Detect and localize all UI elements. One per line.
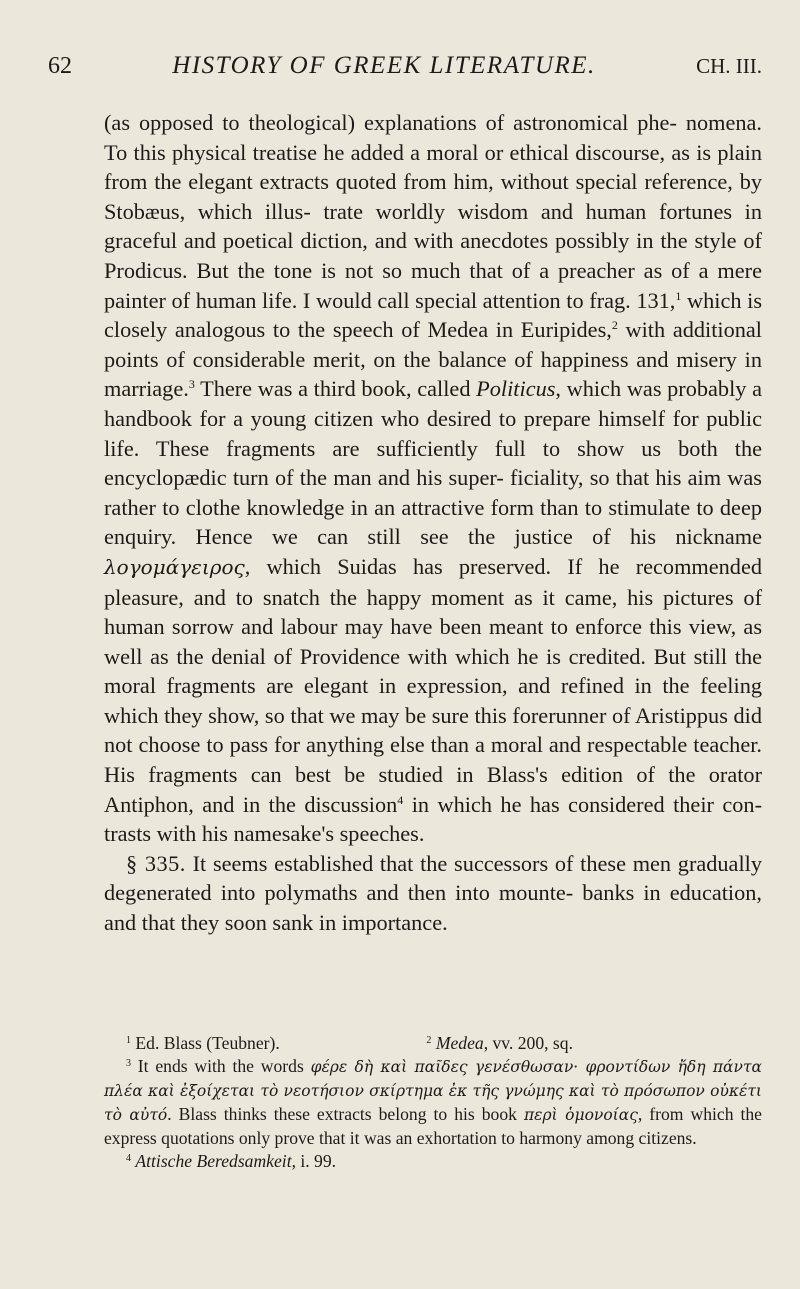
chapter-label: CH. III. bbox=[696, 54, 762, 78]
greek-term: λογομάγειρος bbox=[104, 554, 245, 579]
greek-title: περὶ ὁμονοίας bbox=[523, 1106, 638, 1124]
book-title: Politicus bbox=[476, 376, 556, 402]
footnote-ref: 1 bbox=[675, 288, 682, 303]
greek-quotation: φέρε δὴ καὶ παῖδες γενέσθωσαν· φροντίδων ἤδη πάντα πλέα καὶ ἐξοίχεται τὸ νεοτήσιον σκίρτημα ἐκ τῆς γνώμης καὶ τὸ πρόσωπον οὐκέτι τὸ αὐτό bbox=[104, 1058, 762, 1124]
footnote-row bbox=[104, 1032, 762, 1055]
footnote-2: $^2$ Medea, vv. 200, sq. bbox=[426, 1033, 573, 1053]
page-number: 62 bbox=[48, 53, 72, 79]
running-title: HISTORY OF GREEK LITERATURE. bbox=[172, 52, 596, 79]
section-number: § 335. bbox=[126, 850, 186, 876]
footnote-ref: 3 bbox=[188, 377, 195, 392]
paragraph: (as opposed to theological) explanations of astronomical phe- nomena. To this physical treatise he added a moral or ethical discourse, as is plain from the elegant extracts quoted from him, without special reference, by Stobæus, which illus- trate worldly wisdom and human fortunes in graceful and poetical diction, and with anecdotes possibly in the style of Prodicus. But the tone is not so much that of a preacher as of a mere painter of human life. I would call special attention to frag. 131,$^1$ which is closely analogous to the speech of Medea in Euripides,$^2$ with additional points of considerable merit, on the balance of happiness and misery in marriage.$^3$ There was a third book, called Politicus, which was probably a handbook for a young citizen who desired to prepare himself for public life. These fragments are sufficiently full to show us both the encyclopædic turn of the man and his super- ficiality, so that his aim was rather to clothe knowledge in an attractive form than to stimulate to deep enquiry. Hence we can still see the justice of his nickname λογομάγειρος, which Suidas has preserved. If he recommended pleasure, and to snatch the happy moment as it came, his pictures of human sorrow and labour may have been meant to enforce this view, as well as the denial of Providence with which he is credited. But still the moral fragments are elegant in expression, and refined in the feeling which they show, so that we may be sure this forerunner of Aristippus did not choose to pass for anything else than a moral and respectable teacher. His fragments can best be studied in Blass's edition of the orator Antiphon, and in the discussion$^4$ in which he has considered their con- trasts with his namesake's speeches. bbox=[104, 110, 762, 847]
footnote-ref: 4 bbox=[397, 792, 404, 807]
page-header bbox=[48, 52, 762, 92]
footnote-4: $^4$ Attische Beredsamkeit, i. 99. bbox=[126, 1151, 337, 1171]
footnotes bbox=[104, 1032, 762, 1173]
footnote-3: $^3$ It ends with the words φέρε δὴ καὶ παῖδες γενέσθωσαν· φροντίδων ἤδη πάντα πλέα καὶ ἐξοίχεται τὸ νεοτήσιον σκίρτημα ἐκ τῆς γνώμης καὶ τὸ πρόσωπον οὐκέτι τὸ αὐτό. Blass thinks these extracts belong to his book περὶ ὁμονοίας, from which the express quotations only prove that it was an exhortation to harmony among citizens. bbox=[104, 1056, 762, 1148]
footnote-1: $^1$ Ed. Blass (Teubner). bbox=[126, 1033, 280, 1053]
footnote-ref: 2 bbox=[611, 318, 618, 333]
section-paragraph: § 335. It seems established that the successors of these men gradually degenerated into polymaths and then into mounte- banks in education, and that they soon sank in importance. bbox=[104, 850, 762, 936]
body-text bbox=[104, 108, 762, 938]
